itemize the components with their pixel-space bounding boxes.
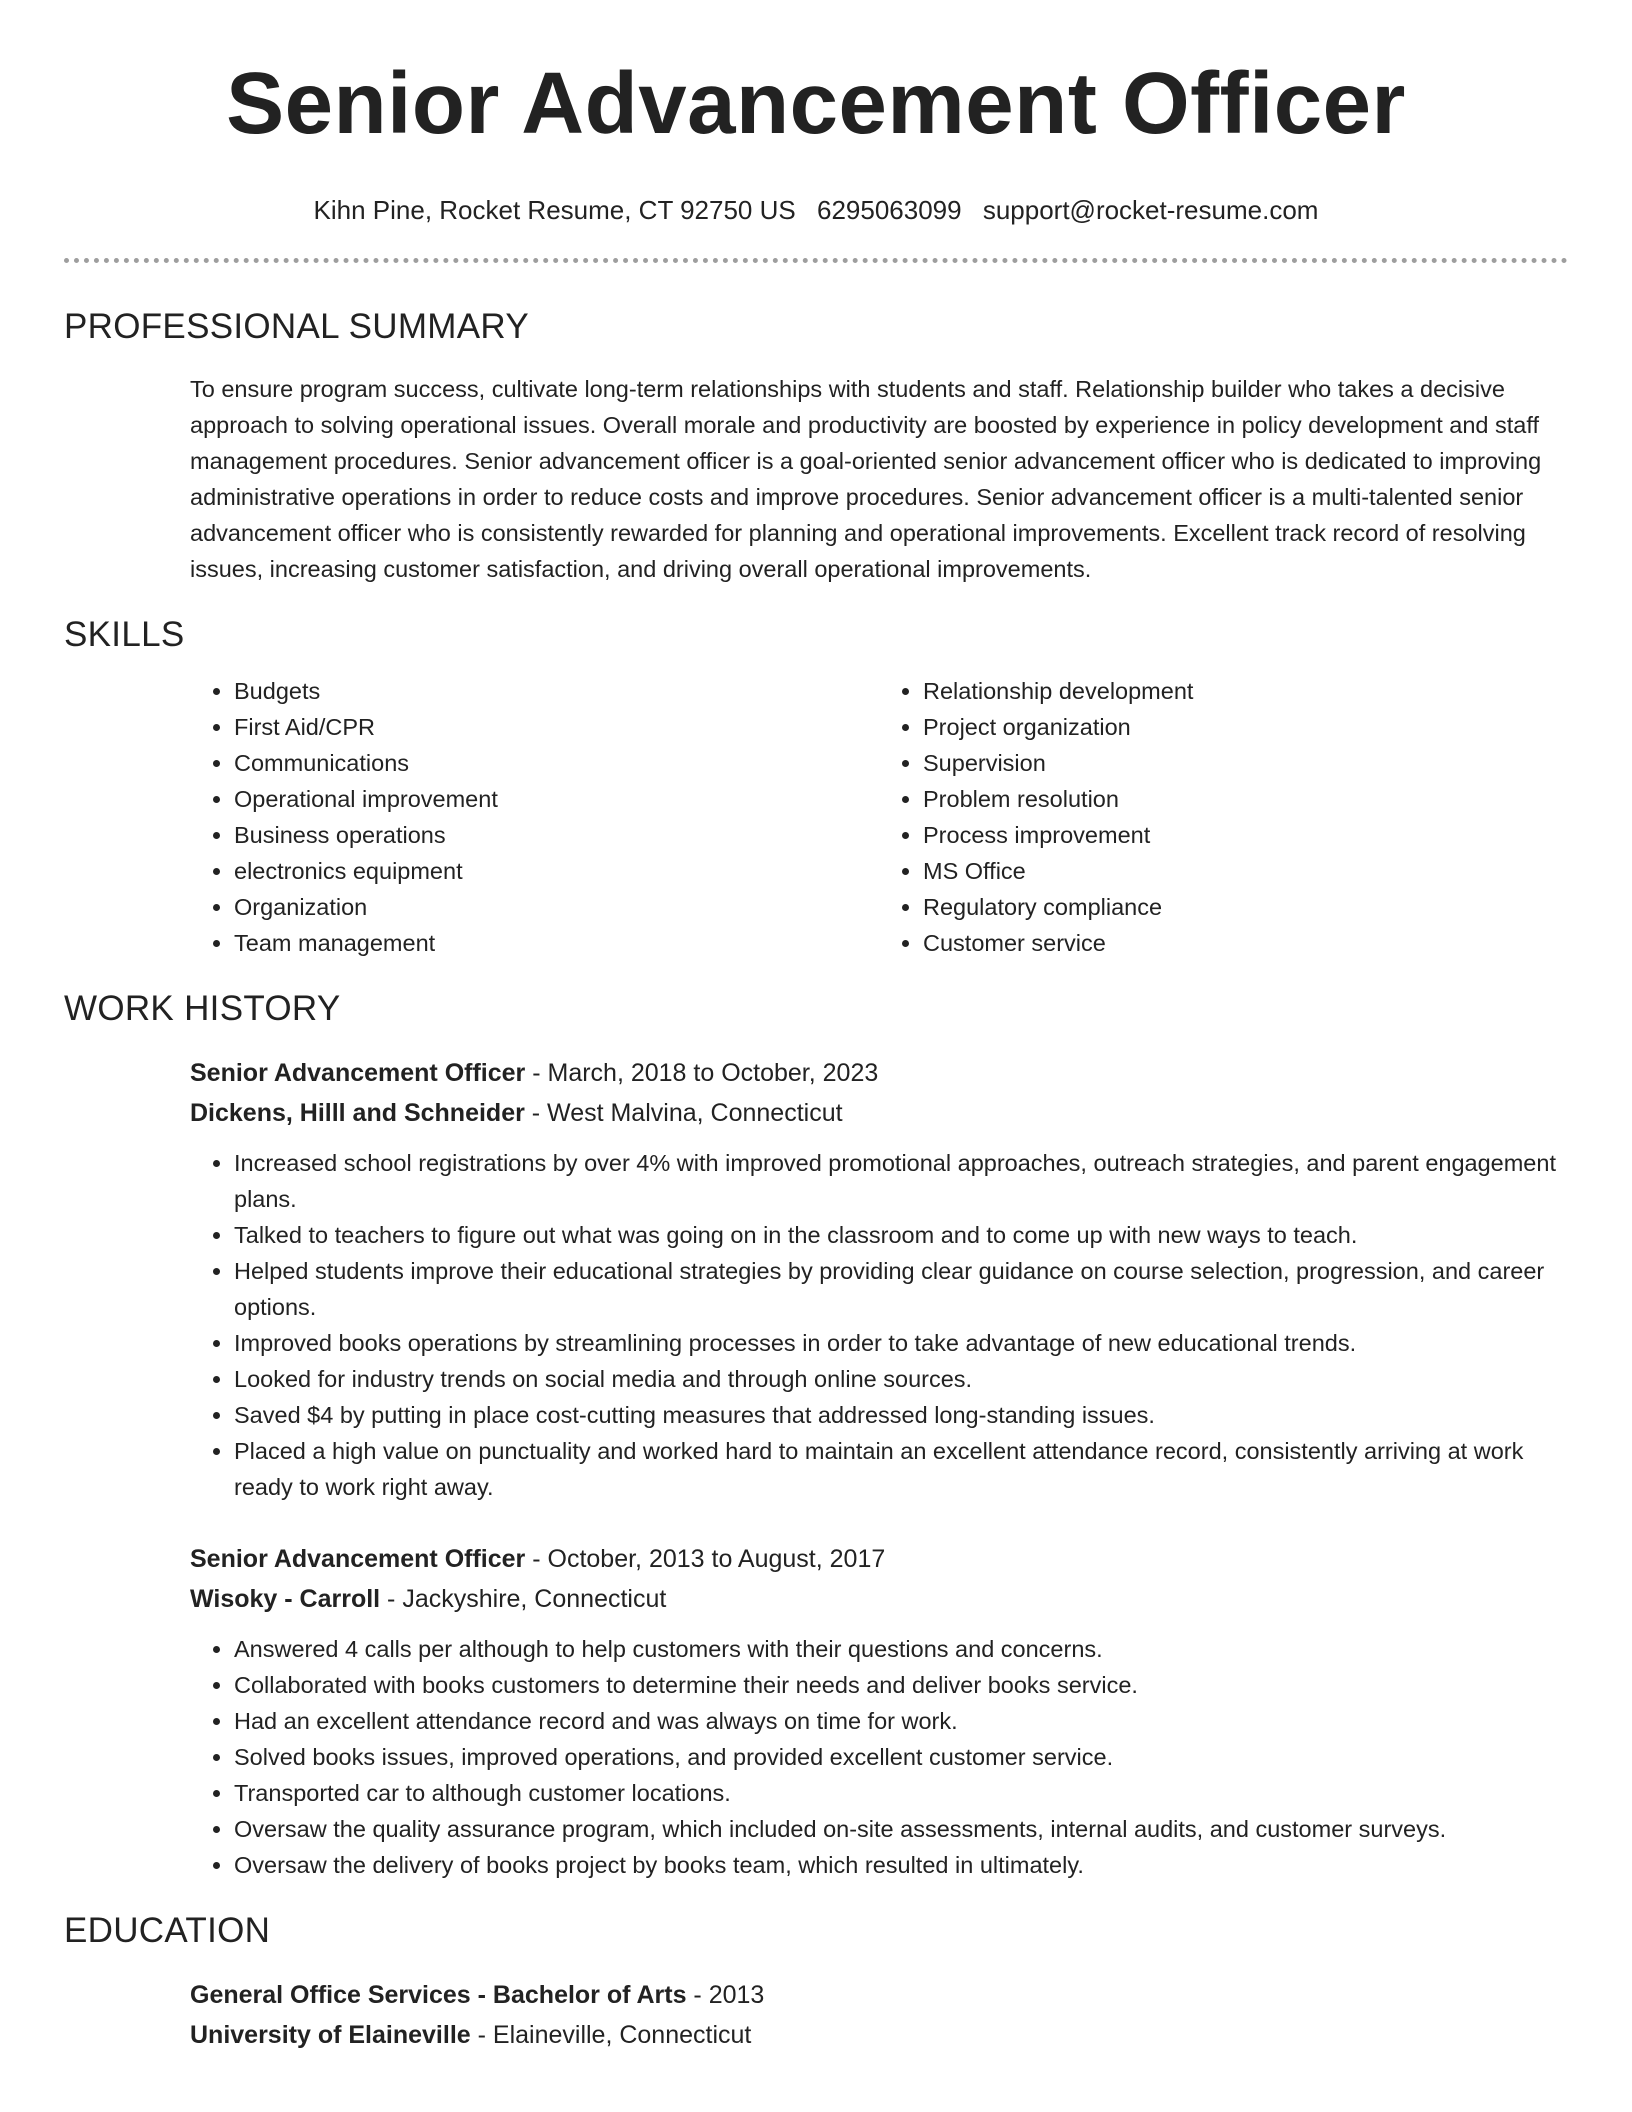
- education-school: University of Elaineville: [190, 2021, 471, 2049]
- skill-item: • First Aid/CPR: [234, 709, 879, 745]
- summary-heading: PROFESSIONAL SUMMARY: [64, 307, 529, 346]
- job-role-line: [190, 1053, 1568, 1093]
- skills-heading: SKILLS: [64, 615, 185, 654]
- education-section: [64, 1909, 1568, 2055]
- job-bullet: • Had an excellent attendance record and was always on time for work.: [234, 1703, 1568, 1739]
- skill-item: • Regulatory compliance: [923, 889, 1568, 925]
- job-dates: - October, 2013 to August, 2017: [525, 1545, 886, 1573]
- job-bullet: • Increased school registrations by over 4% with improved promotional approaches, outreach strategies, and parent engagement plans.: [234, 1145, 1568, 1217]
- job-bullet: • Answered 4 calls per although to help customers with their questions and concerns.: [234, 1631, 1568, 1667]
- job-company: Wisoky - Carroll: [190, 1585, 381, 1613]
- work-history-heading: WORK HISTORY: [64, 989, 341, 1028]
- skill-item: • Project organization: [923, 709, 1568, 745]
- education-heading: EDUCATION: [64, 1911, 271, 1950]
- education-degree: General Office Services - Bachelor of Arts: [190, 1981, 687, 2009]
- resume-header: [64, 0, 1568, 263]
- job-location: - West Malvina, Connecticut: [524, 1099, 843, 1127]
- skill-item: • MS Office: [923, 853, 1568, 889]
- job-bullet: • Looked for industry trends on social media and through online sources.: [234, 1361, 1568, 1397]
- job-bullets: [190, 1631, 1568, 1883]
- job-entry: [190, 1053, 1568, 1505]
- job-bullet: • Helped students improve their educational strategies by providing clear guidance on course selection, progression, and career options.: [234, 1253, 1568, 1325]
- education-degree-line: [190, 1975, 1568, 2015]
- header-divider: [64, 258, 1568, 263]
- job-bullet: • Oversaw the quality assurance program, which included on-site assessments, internal audits, and customer surveys.: [234, 1811, 1568, 1847]
- contact-phone: 6295063099: [816, 195, 962, 225]
- work-history-section: [64, 987, 1568, 1883]
- skill-item: • Problem resolution: [923, 781, 1568, 817]
- job-bullet: • Saved $4 by putting in place cost-cutting measures that addressed long-standing issues.: [234, 1397, 1568, 1433]
- education-year: - 2013: [686, 1981, 765, 2009]
- skill-item: • Customer service: [923, 925, 1568, 961]
- skills-columns: [190, 673, 1568, 961]
- job-bullet: • Improved books operations by streamlining processes in order to take advantage of new educational trends.: [234, 1325, 1568, 1361]
- skill-item: • Budgets: [234, 673, 879, 709]
- skills-section: [64, 613, 1568, 961]
- education-location: - Elaineville, Connecticut: [470, 2021, 752, 2049]
- job-bullet: • Collaborated with books customers to determine their needs and deliver books service.: [234, 1667, 1568, 1703]
- job-bullet: • Solved books issues, improved operations, and provided excellent customer service.: [234, 1739, 1568, 1775]
- job-bullet: • Oversaw the delivery of books project by books team, which resulted in ultimately.: [234, 1847, 1568, 1883]
- job-bullet: • Talked to teachers to figure out what was going on in the classroom and to come up with new ways to teach.: [234, 1217, 1568, 1253]
- summary-section: [64, 305, 1568, 587]
- contact-email: support@rocket-resume.com: [982, 195, 1319, 225]
- skills-list-left: [190, 673, 879, 961]
- summary-text: To ensure program success, cultivate long-term relationships with students and staff. Relationship builder who takes a decisive approach to solving operational issues. Overall morale and productivity are boosted by experience in policy development and staff management procedures. Senior advancement officer is a goal-oriented senior advancement officer who is dedicated to improving administrative operations in order to reduce costs and improve procedures. Senior advancement officer is a multi-talented senior advancement officer who is consistently rewarded for planning and operational improvements. Excellent track record of resolving issues, increasing customer satisfaction, and driving overall operational improvements.: [190, 376, 1542, 582]
- job-role: Senior Advancement Officer: [190, 1545, 526, 1573]
- job-bullet: • Transported car to although customer locations.: [234, 1775, 1568, 1811]
- job-company-line: [190, 1579, 1568, 1619]
- candidate-title: Senior Advancement Officer: [226, 55, 1406, 152]
- skill-item: • Process improvement: [923, 817, 1568, 853]
- job-location: - Jackyshire, Connecticut: [380, 1585, 667, 1613]
- job-company-line: [190, 1093, 1568, 1133]
- skill-item: • Operational improvement: [234, 781, 879, 817]
- skills-list-right: [879, 673, 1568, 961]
- skill-item: • Business operations: [234, 817, 879, 853]
- skill-item: • Supervision: [923, 745, 1568, 781]
- skill-item: • Relationship development: [923, 673, 1568, 709]
- job-role-line: [190, 1539, 1568, 1579]
- skill-item: • Communications: [234, 745, 879, 781]
- job-bullet: • Placed a high value on punctuality and worked hard to maintain an excellent attendance record, consistently arriving at work ready to work right away.: [234, 1433, 1568, 1505]
- job-dates: - March, 2018 to October, 2023: [525, 1059, 879, 1087]
- skill-item: • electronics equipment: [234, 853, 879, 889]
- education-entry: [190, 1975, 1568, 2055]
- job-company: Dickens, Hilll and Schneider: [190, 1099, 525, 1127]
- job-entry: [190, 1539, 1568, 1883]
- contact-line: [64, 194, 1568, 226]
- skill-item: • Organization: [234, 889, 879, 925]
- job-bullets: [190, 1145, 1568, 1505]
- contact-address: Kihn Pine, Rocket Resume, CT 92750 US: [313, 195, 796, 225]
- education-school-line: [190, 2015, 1568, 2055]
- skill-item: • Team management: [234, 925, 879, 961]
- job-role: Senior Advancement Officer: [190, 1059, 526, 1087]
